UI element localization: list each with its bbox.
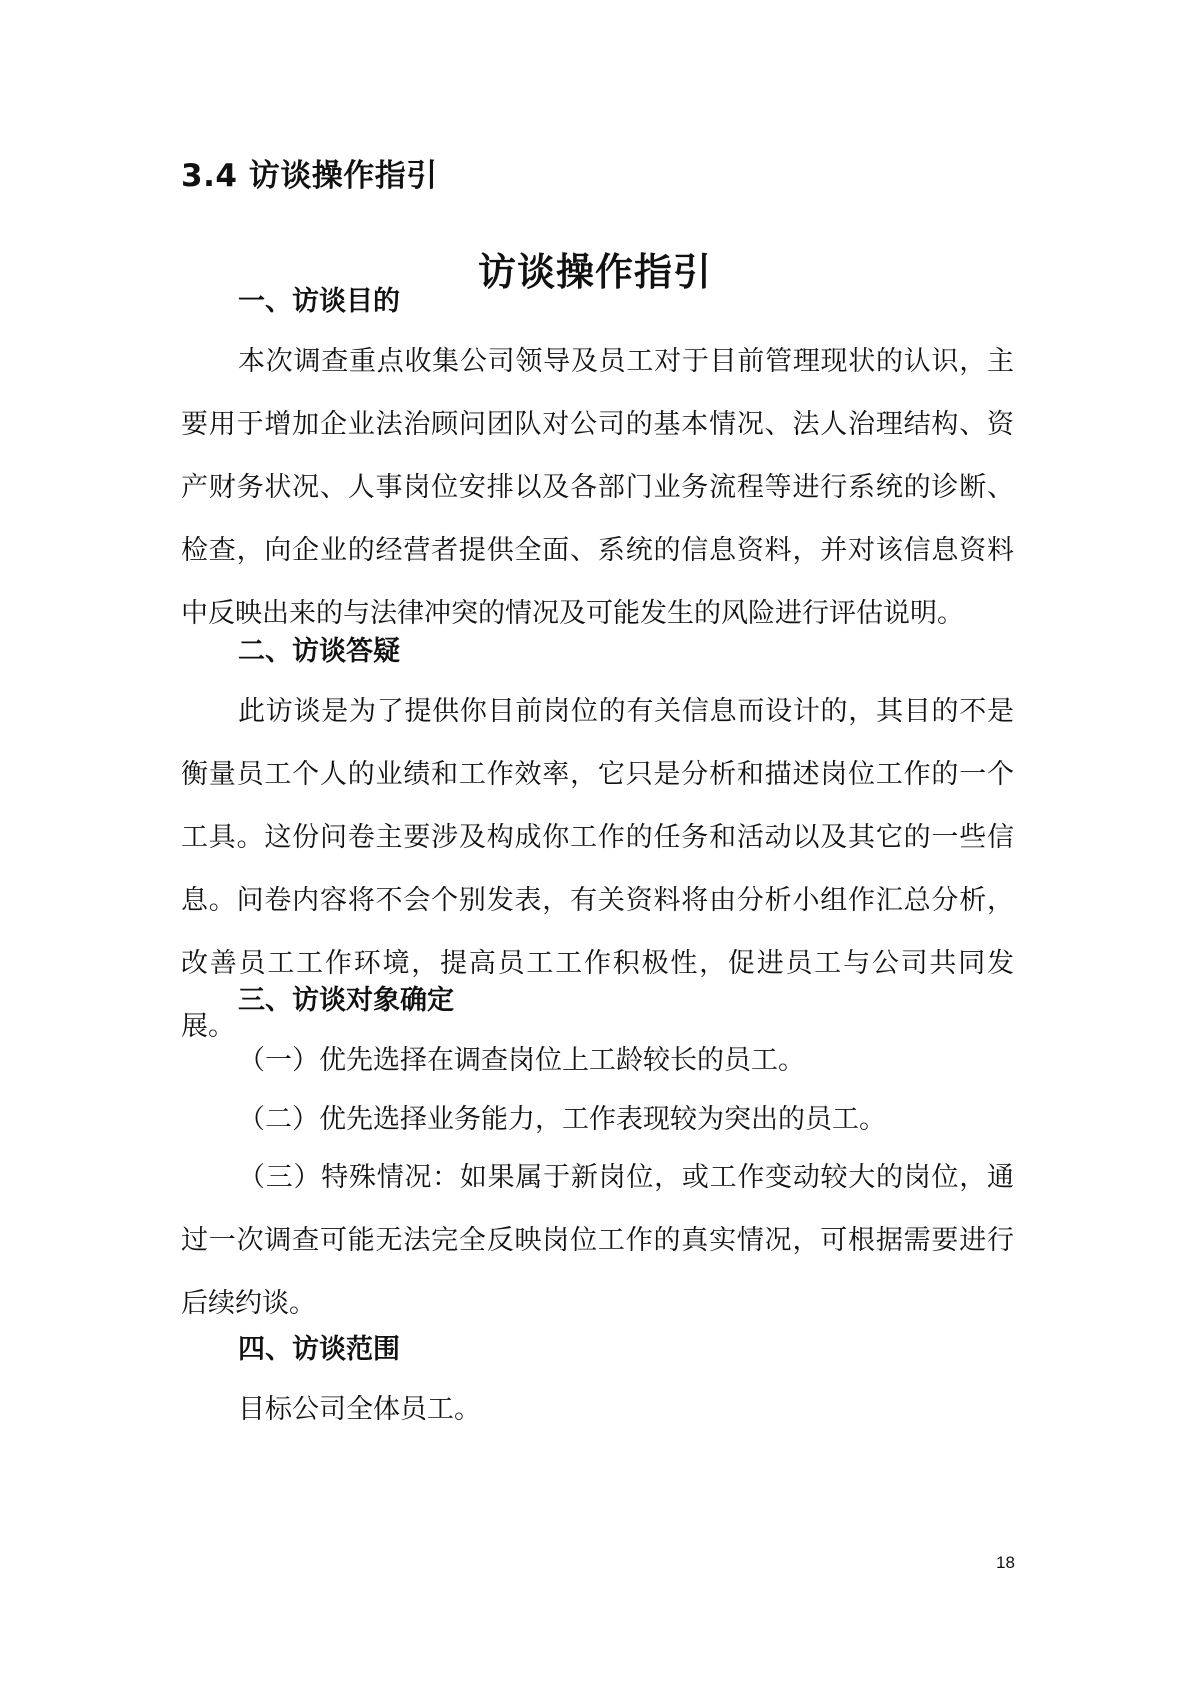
paragraph-qa: 此访谈是为了提供你目前岗位的有关信息而设计的，其目的不是衡量员工个人的业绩和工作效率，它只是分析和描述岗位工作的一个工具。这份问卷主要涉及构成你工作的任务和活动以及其它的一些信息。问卷内容将不会个别发表，有关资料将由分析小组作汇总分析，改善员工工作环境，提高员工工作积极性，促进员工与公司共同发展。 (181, 696, 1014, 1042)
list-item-1: （一）优先选择在调查岗位上工龄较长的员工。 (238, 1045, 805, 1076)
paragraph-scope: 目标公司全体员工。 (238, 1394, 481, 1425)
heading-scope: 四、访谈范围 (238, 1334, 400, 1365)
list-item-2: （二）优先选择业务能力，工作表现较为突出的员工。 (238, 1104, 886, 1135)
section-heading: 3.4 访谈操作指引 (181, 158, 438, 194)
document-title: 访谈操作指引 (477, 250, 712, 294)
page-number: 18 (996, 1553, 1015, 1572)
heading-qa: 二、访谈答疑 (238, 636, 400, 667)
heading-target-selection: 三、访谈对象确定 (238, 985, 454, 1016)
list-item-3: （三）特殊情况：如果属于新岗位，或工作变动较大的岗位，通过一次调查可能无法完全反映岗位工作的真实情况，可根据需要进行后续约谈。 (181, 1162, 1014, 1319)
paragraph-purpose: 本次调查重点收集公司领导及员工对于目前管理现状的认识，主要用于增加企业法治顾问团队对公司的基本情况、法人治理结构、资产财务状况、人事岗位安排以及各部门业务流程等进行系统的诊断、检查，向企业的经营者提供全面、系统的信息资料，并对该信息资料中反映出来的与法律冲突的情况及可能发生的风险进行评估说明。 (181, 346, 1014, 629)
heading-purpose: 一、访谈目的 (238, 286, 400, 317)
